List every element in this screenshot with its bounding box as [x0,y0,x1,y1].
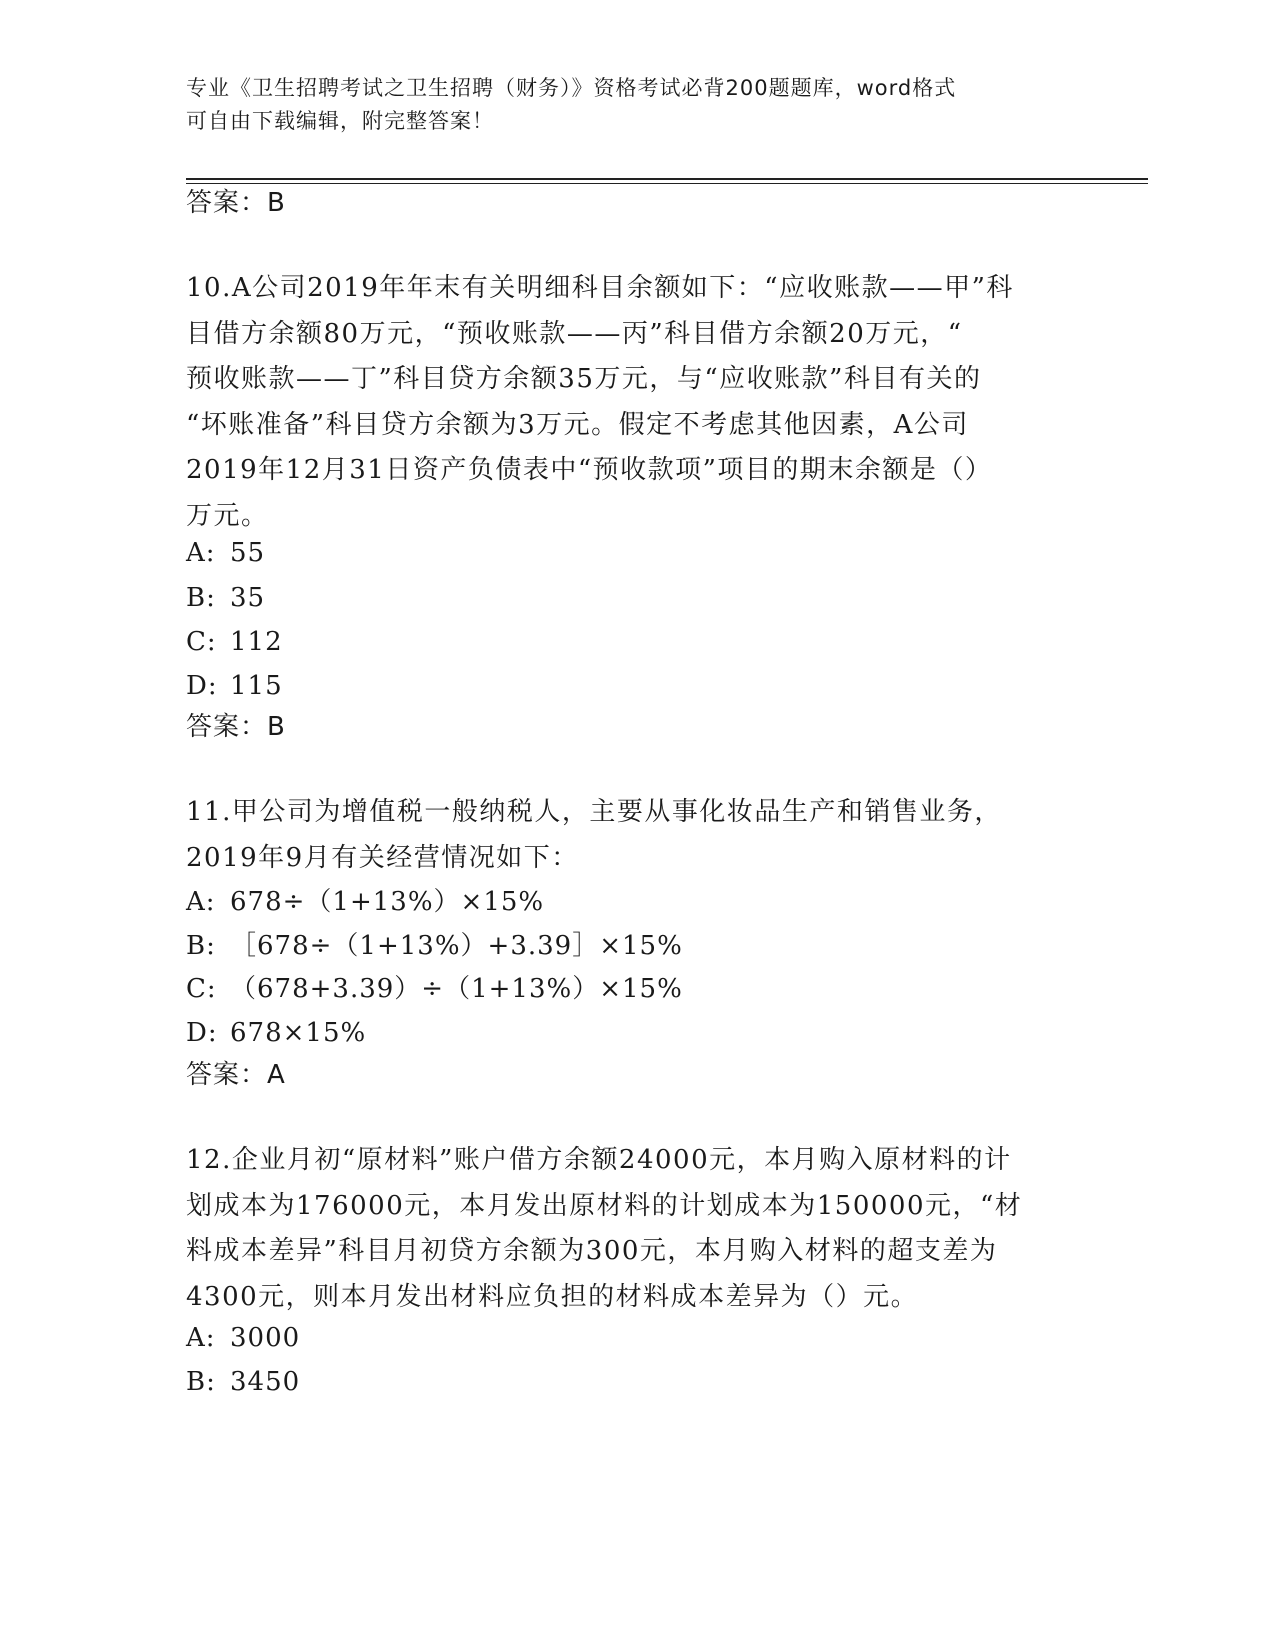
option-key: C: [186,627,217,657]
option-text: 35 [230,583,266,613]
option-b [186,929,683,963]
stem-line: 料成本差异”科目月初贷方余额为300元，本月购入材料的超支差为 [186,1236,998,1266]
option-key: B: [186,931,216,961]
option-key: D: [186,1018,218,1048]
option-key: B: [186,583,216,613]
option-a [186,536,265,570]
option-text: 115 [230,671,283,701]
stem-line: “坏账准备”科目贷方余额为3万元。假定不考虑其他因素，A公司 [186,409,969,440]
option-key: A: [186,887,216,917]
option-text: 112 [230,627,283,657]
option-text: ［678÷（1+13%）+3.39］×15% [230,931,683,961]
header-line-2: 可自由下载编辑，附完整答案！ [186,109,494,133]
option-text: 3450 [230,1367,301,1397]
header-rule-thin [186,183,1148,184]
option-key: D: [186,671,218,701]
option-text: 3000 [230,1323,301,1353]
stem-line: 目借方余额80万元，“预收账款——丙”科目借方余额20万元，“ [186,318,963,349]
stem-line: 4300元，则本月发出材料应负担的材料成本差异为（）元。 [186,1281,919,1312]
option-text: 55 [230,538,266,568]
option-c [186,625,283,659]
option-d [186,669,283,703]
header-rule [186,178,1148,180]
stem-line: 预收账款——丁”科目贷方余额35万元，与“应收账款”科目有关的 [186,364,982,394]
option-key: B: [186,1367,216,1397]
stem-line: 2019年12月31日资产负债表中“预收款项”项目的期末余额是（） [186,455,993,485]
option-a [186,1321,300,1355]
answer-label: 答案：B [186,188,286,218]
option-text: （678+3.39）÷（1+13%）×15% [230,974,683,1004]
question-11-stem [186,790,1081,881]
header-line-1: 专业《卫生招聘考试之卫生招聘（财务）》资格考试必背200题题库，word格式 [186,76,957,100]
option-c [186,972,683,1006]
option-b [186,581,265,615]
option-d [186,1016,366,1050]
stem-line: 10.A公司2019年年末有关明细科目余额如下：“应收账款——甲”科 [186,273,1014,303]
stem-line: 11.甲公司为增值税一般纳税人，主要从事化妆品生产和销售业务， [186,797,1002,827]
option-b [186,1365,300,1399]
stem-line: 万元。 [186,500,269,531]
page-header [186,72,1066,138]
answer-label: 答案：B [186,712,286,742]
stem-line: 2019年9月有关经营情况如下： [186,842,579,873]
stem-line: 12.企业月初“原材料”账户借方余额24000元，本月购入原材料的计 [186,1145,1012,1175]
option-key: A: [186,1323,216,1353]
question-10-stem [186,266,1081,539]
option-text: 678×15% [230,1018,367,1048]
option-key: C: [186,974,217,1004]
option-key: A: [186,538,216,568]
answer-label: 答案：A [186,1060,286,1090]
stem-line: 划成本为176000元，本月发出原材料的计划成本为150000元，“材 [186,1190,1023,1221]
option-text: 678÷（1+13%）×15% [230,887,545,917]
option-a [186,885,544,919]
question-12-stem [186,1138,1081,1320]
